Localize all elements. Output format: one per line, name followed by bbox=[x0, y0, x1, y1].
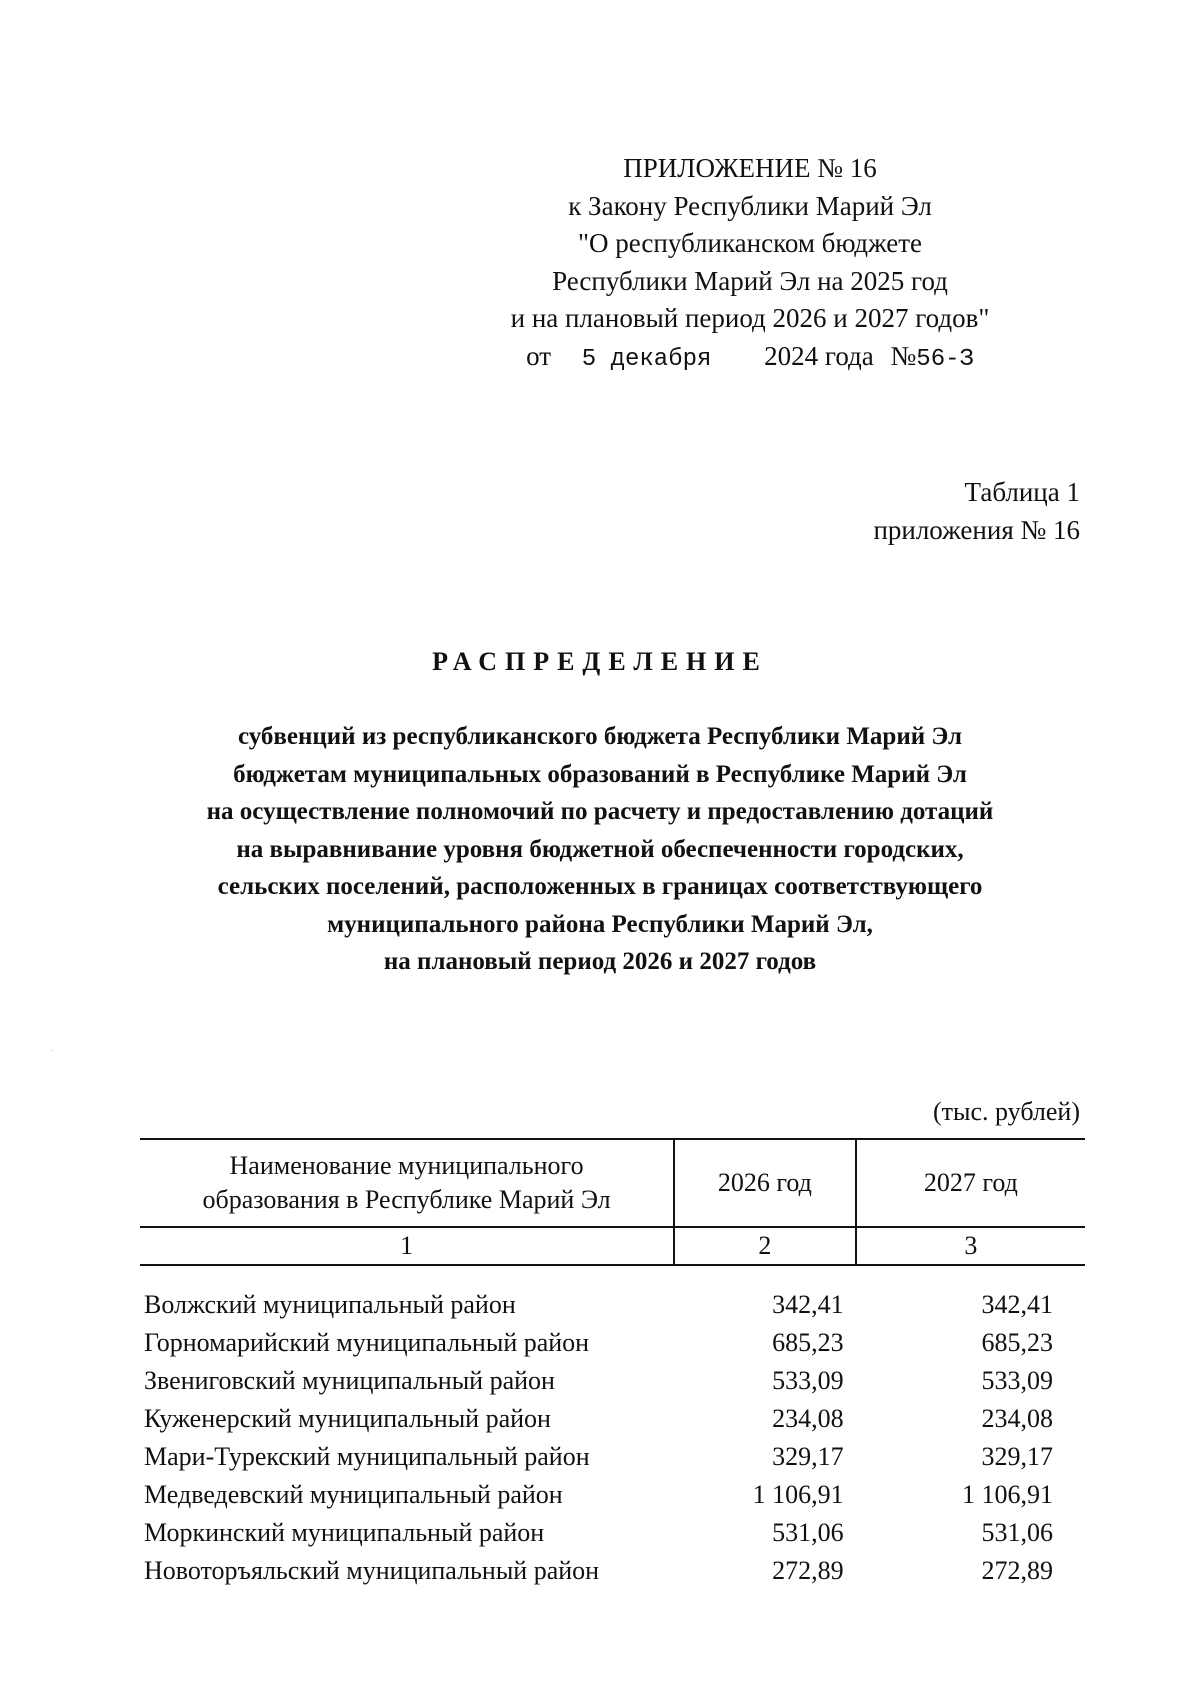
table-row bbox=[140, 1362, 1085, 1400]
header-2027: 2027 год bbox=[856, 1139, 1085, 1227]
annex-number: ПРИЛОЖЕНИЕ № 16 bbox=[623, 153, 877, 183]
value-2026: 685,23 bbox=[772, 1328, 844, 1357]
table-row bbox=[140, 1552, 1085, 1590]
scan-speck bbox=[52, 1050, 53, 1051]
value-2026: 329,17 bbox=[772, 1442, 844, 1471]
annex-law-title-2: Республики Марий Эл на 2025 год bbox=[552, 265, 948, 296]
header-municipality bbox=[140, 1139, 674, 1227]
value-2027: 531,06 bbox=[981, 1518, 1053, 1547]
value-2027: 1 106,91 bbox=[962, 1480, 1053, 1509]
column-number: 3 bbox=[856, 1227, 1085, 1265]
value-2027: 234,08 bbox=[981, 1404, 1053, 1433]
municipality-name: Куженерский муниципальный район bbox=[144, 1404, 551, 1433]
municipality-name: Горномарийский муниципальный район bbox=[144, 1328, 590, 1357]
table-reference bbox=[873, 473, 1080, 549]
value-2026: 1 106,91 bbox=[752, 1480, 844, 1509]
table-row bbox=[140, 1400, 1085, 1438]
table-row bbox=[140, 1514, 1085, 1552]
date-year: 2024 года bbox=[764, 340, 874, 371]
subtitle-line: на выравнивание уровня бюджетной обеспеченности городских, bbox=[236, 835, 964, 863]
subtitle-line: сельских поселений, расположенных в границах соответствующего bbox=[217, 873, 983, 900]
table-reference-number: Таблица 1 bbox=[964, 477, 1080, 507]
table-row bbox=[140, 1476, 1085, 1514]
value-2026: 531,06 bbox=[772, 1518, 844, 1547]
header-municipality-line2: образования в Республике Марий Эл bbox=[202, 1185, 611, 1214]
value-2026: 234,08 bbox=[772, 1404, 844, 1433]
column-number: 1 bbox=[140, 1227, 674, 1265]
subtitle-line: муниципального района Республики Марий Эл, bbox=[327, 910, 873, 938]
value-2027: 685,23 bbox=[981, 1328, 1053, 1357]
annex-header bbox=[470, 150, 1030, 378]
annex-law-title-1: "О республиканском бюджете bbox=[577, 228, 923, 258]
municipality-name: Моркинский муниципальный район bbox=[144, 1518, 545, 1547]
date-prefix: от bbox=[526, 340, 552, 371]
municipality-name: Медведевский муниципальный район bbox=[144, 1480, 563, 1509]
document-title: РАСПРЕДЕЛЕНИЕ bbox=[432, 647, 768, 676]
table-row bbox=[140, 1438, 1085, 1476]
value-2027: 272,89 bbox=[981, 1556, 1053, 1585]
date-day-month: 5 декабря bbox=[581, 345, 712, 373]
value-2026: 342,41 bbox=[772, 1290, 844, 1319]
subtitle-line: на плановый период 2026 и 2027 годов bbox=[383, 948, 817, 975]
law-number-prefix: № bbox=[890, 340, 917, 371]
document-subtitle bbox=[0, 718, 1200, 981]
value-2026: 533,09 bbox=[772, 1366, 844, 1395]
value-2027: 533,09 bbox=[981, 1366, 1053, 1395]
value-2027: 342,41 bbox=[981, 1290, 1053, 1319]
column-number: 2 bbox=[674, 1227, 856, 1265]
value-2026: 272,89 bbox=[772, 1556, 844, 1585]
subtitle-line: на осуществление полномочий по расчету и предоставлению дотаций bbox=[206, 798, 994, 825]
subtitle-line: субвенций из республиканского бюджета Республики Марий Эл bbox=[237, 723, 963, 750]
table-reference-annex: приложения № 16 bbox=[873, 515, 1080, 545]
header-2026: 2026 год bbox=[674, 1139, 856, 1227]
header-municipality-line1: Наименование муниципального bbox=[229, 1151, 584, 1180]
distribution-table bbox=[140, 1138, 1085, 1590]
table-spacer bbox=[140, 1265, 1085, 1286]
table-row bbox=[140, 1286, 1085, 1324]
municipality-name: Звениговский муниципальный район bbox=[144, 1366, 555, 1395]
annex-law-title-3: и на плановый период 2026 и 2027 годов" bbox=[510, 303, 990, 333]
municipality-name: Новоторъяльский муниципальный район bbox=[144, 1556, 600, 1585]
value-2027: 329,17 bbox=[981, 1442, 1053, 1471]
annex-date-line bbox=[470, 338, 1030, 379]
units-label: (тыс. рублей) bbox=[932, 1097, 1080, 1126]
subtitle-line: бюджетам муниципальных образований в Республике Марий Эл bbox=[233, 760, 967, 788]
municipality-name: Мари-Турекский муниципальный район bbox=[144, 1442, 590, 1471]
annex-law-line: к Закону Республики Марий Эл bbox=[568, 190, 932, 221]
municipality-name: Волжский муниципальный район bbox=[144, 1290, 516, 1319]
table-column-numbers bbox=[140, 1227, 1085, 1265]
law-number: 56-З bbox=[916, 345, 974, 373]
table-header-row bbox=[140, 1139, 1085, 1227]
table-row bbox=[140, 1324, 1085, 1362]
